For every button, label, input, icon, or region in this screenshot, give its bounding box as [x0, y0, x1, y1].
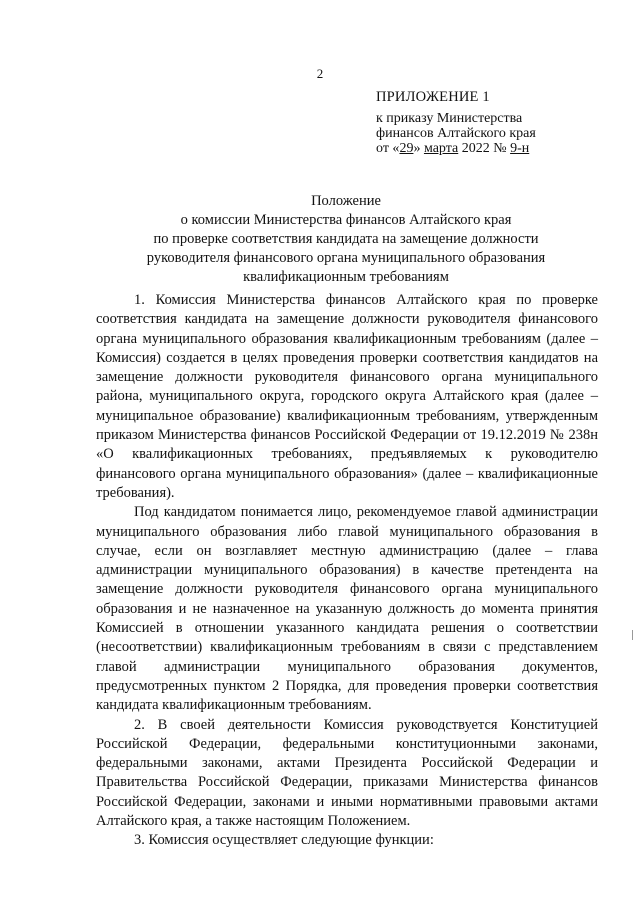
title-line-1: Положение	[311, 193, 381, 209]
paragraph-2: Под кандидатом понимается лицо, рекомендуемое главой администрации муниципального образования либо главой муниципального образования в случае, если он возглавляет местную администрацию (далее – глава администрации муниципального образования) в качестве претендента на замещение должности руководителя финансового органа муниципального образования и не назначенное на указанную должность до момента принятия Комиссией в отношении указанного кандидата решения о соответствии (несоответствии) квалификационным требованиям в связи с представлением главой администрации муниципального образования документов, предусмотренных пунктом 2 Порядка, для проведения проверки соответствия кандидата квалификационным требованиям.	[96, 504, 598, 714]
appendix-header	[376, 90, 616, 156]
paragraph-4: 3. Комиссия осуществляет следующие функции:	[134, 832, 434, 849]
appendix-title: ПРИЛОЖЕНИЕ 1	[376, 89, 490, 105]
margin-mark	[632, 630, 633, 640]
order-number: 9-н	[510, 141, 530, 156]
title-line-2: о комиссии Министерства финансов Алтайского края	[180, 212, 512, 228]
appendix-ministry-line: финансов Алтайского края	[376, 126, 536, 141]
date-month: марта	[423, 141, 459, 156]
appendix-order-line: к приказу Министерства	[376, 111, 523, 126]
title-line-5: квалификационным требованиям	[243, 269, 449, 285]
page-number: 2	[316, 66, 324, 81]
document-title	[96, 192, 596, 287]
date-prefix: от «	[376, 141, 400, 156]
paragraph-3: 2. В своей деятельности Комиссия руководствуется Конституцией Российской Федерации, федеральными конституционными законами, федеральными законами, актами Президента Российской Федерации и Правительства Российской Федерации, приказами Министерства финансов Российской Федерации, законами и иными нормативными правовыми актами Алтайского края, а также настоящим Положением.	[96, 716, 598, 830]
document-body	[96, 291, 598, 851]
date-year: 2022 №	[458, 141, 511, 156]
title-line-4: руководителя финансового органа муниципального образования	[146, 250, 546, 266]
date-day: 29	[399, 141, 414, 156]
date-mid: »	[413, 141, 424, 156]
title-line-3: по проверке соответствия кандидата на замещение должности	[153, 231, 539, 247]
appendix-date-line	[376, 141, 616, 156]
paragraph-1: 1. Комиссия Министерства финансов Алтайского края по проверке соответствия кандидата на замещение должности руководителя финансового органа муниципального образования квалификационным требованиям (далее – Комиссия) создается в целях проведения проверки соответствия кандидатов на замещение должности руководителя финансового органа муниципального района, муниципального округа, городского округа Алтайского края (далее – муниципальное образование) квалификационным требованиям, утвержденным приказом Министерства финансов Российской Федерации от 19.12.2019 № 238н «О квалификационных требованиях, предъявляемых к руководителю финансового органа муниципального образования» (далее – квалификационные требования).	[96, 292, 598, 501]
